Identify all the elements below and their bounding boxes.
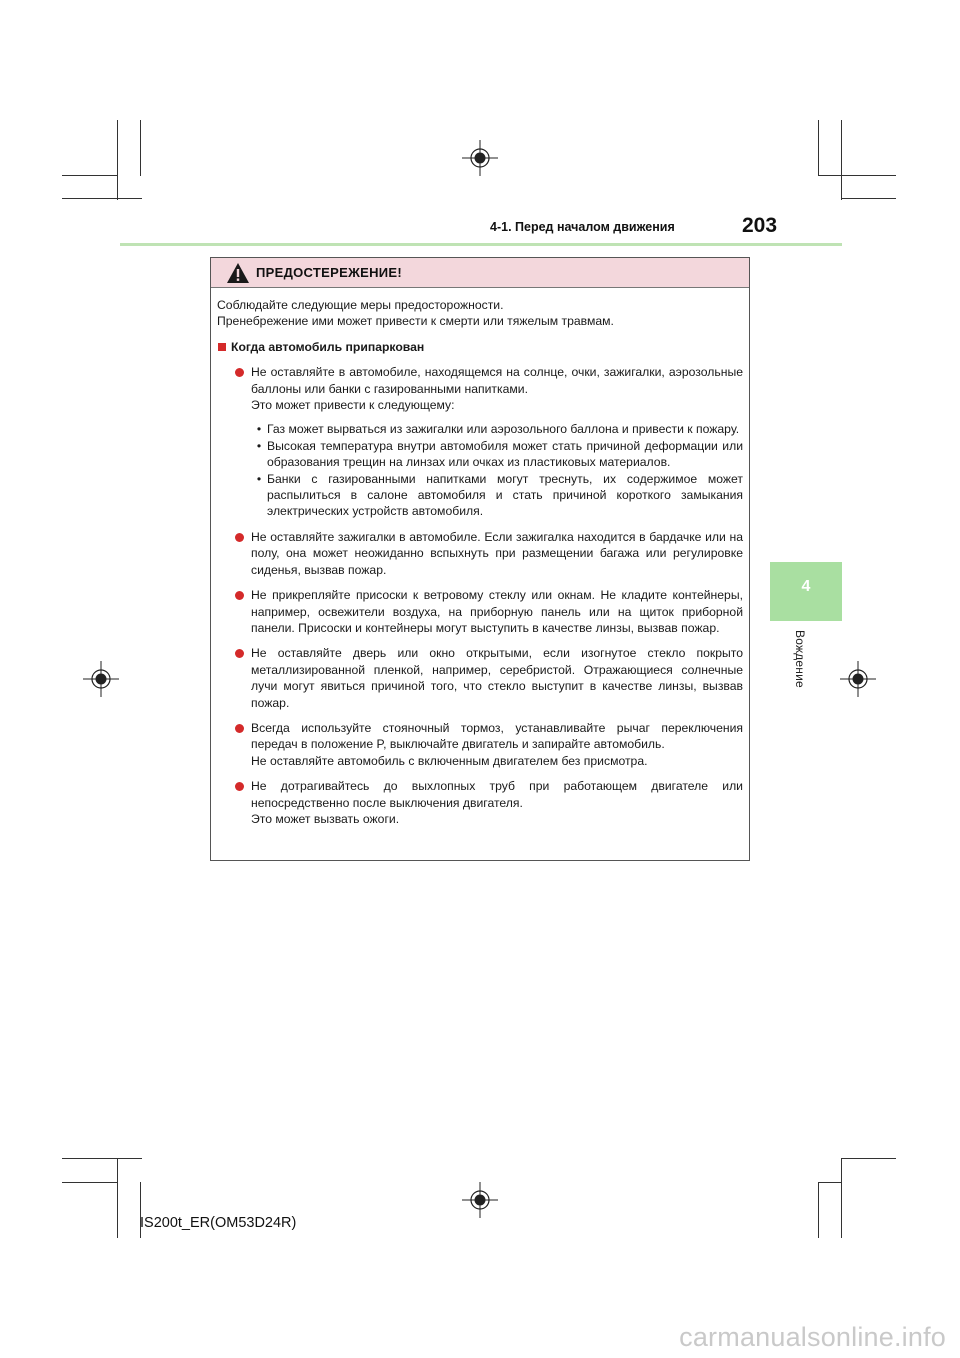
- item-note: Это может привести к следующему:: [251, 398, 455, 413]
- item-text: Всегда используйте стояночный тормоз, устанавливайте рычаг переключения передач в положение P, выключайте двигатель и запирайте автомобиль.: [251, 720, 743, 752]
- item-text: Не оставляйте дверь или окно открытыми, если изогнутое стекло покрыто металлизированной пленкой, например, серебристой. Отражающиеся солнечные лучи могут явиться причиной того, что стекло выступит в качестве линзы, вызвав пожар.: [251, 646, 743, 710]
- crop-mark: [841, 120, 842, 200]
- warning-intro: [217, 297, 743, 330]
- registration-mark-icon: [462, 1182, 498, 1218]
- item-note: Не оставляйте автомобиль с включенным двигателем без присмотра.: [251, 753, 648, 768]
- round-bullet-icon: [235, 724, 244, 733]
- crop-mark: [117, 120, 118, 200]
- crop-mark: [818, 175, 896, 176]
- crop-mark: [62, 198, 142, 199]
- document-code: IS200t_ER(OM53D24R): [140, 1215, 297, 1231]
- dot-bullet-icon: •: [256, 471, 262, 486]
- section-heading-text: Когда автомобиль припаркован: [231, 339, 425, 354]
- dot-bullet-icon: •: [256, 438, 262, 453]
- registration-mark-icon: [462, 140, 498, 176]
- warning-body: [211, 288, 749, 827]
- crop-mark: [62, 175, 118, 176]
- dot-bullet-icon: •: [256, 422, 262, 437]
- sub-item-text: Газ может вырваться из зажигалки или аэрозольного баллона и привести к пожару.: [267, 422, 740, 437]
- warning-box: [210, 257, 750, 861]
- crop-mark: [62, 1182, 118, 1183]
- round-bullet-icon: [235, 591, 244, 600]
- crop-mark: [62, 1158, 142, 1159]
- square-bullet-icon: [218, 343, 226, 351]
- item-note: Это может вызвать ожоги.: [251, 811, 400, 826]
- crop-mark: [140, 120, 141, 176]
- sub-item-text: Высокая температура внутри автомобиля может стать причиной деформации или образования трещин на линзах или очках из пластиковых материалов.: [267, 438, 743, 470]
- page-number: 203: [742, 214, 778, 237]
- watermark: carmanualsonline.info: [679, 1322, 946, 1352]
- item-text: Не оставляйте зажигалки в автомобиле. Если зажигалка находится в бардачке или на полу, она может неожиданно вспыхнуть при размещении багажа или регулировке сиденья, вызвав пожар.: [251, 529, 743, 577]
- warning-title: ПРЕДОСТЕРЕЖЕНИЕ!: [256, 265, 403, 280]
- header-rule: [120, 243, 842, 246]
- list-item: [235, 720, 743, 769]
- intro-line: Пренебрежение ими может привести к смерти или тяжелым травмам.: [217, 314, 614, 329]
- list-item: [235, 645, 743, 711]
- chapter-label: Вождение: [793, 630, 807, 688]
- crop-mark: [841, 1158, 842, 1238]
- sub-item-text: Банки с газированными напитками могут треснуть, их содержимое может распылиться в салоне автомобиля и стать причиной короткого замыкания электрических устройств автомобиля.: [267, 471, 743, 519]
- crop-mark: [841, 198, 896, 199]
- item-text: Не прикрепляйте присоски к ветровому стеклу или окнам. Не кладите контейнеры, например, освежители воздуха, на приборную панель или на щиток приборной панели. Присоски и контейнеры могут выступить в качестве линзы, вызвав пожар.: [251, 588, 743, 635]
- chapter-tab: [770, 562, 842, 621]
- round-bullet-icon: [235, 533, 244, 542]
- round-bullet-icon: [235, 782, 244, 791]
- crop-mark: [818, 1182, 819, 1238]
- item-text: Не оставляйте в автомобиле, находящемся на солнце, очки, зажигалки, аэрозольные баллоны или банки с газированными напитками.: [251, 365, 743, 396]
- round-bullet-icon: [235, 368, 244, 377]
- crop-mark: [841, 1158, 896, 1159]
- registration-mark-icon: [840, 661, 876, 697]
- warning-header: [211, 258, 749, 288]
- crop-mark: [818, 120, 819, 176]
- chapter-number: 4: [801, 578, 811, 595]
- list-item: [235, 778, 743, 827]
- sub-item: [251, 421, 743, 437]
- warning-triangle-icon: [226, 262, 250, 284]
- list-item: [235, 364, 743, 520]
- list-item: [235, 529, 743, 578]
- intro-line: Соблюдайте следующие меры предосторожности.: [217, 298, 504, 312]
- sub-item: [251, 438, 743, 471]
- item-text: Не дотрагивайтесь до выхлопных труб при работающем двигателе или непосредственно после выключения двигателя.: [251, 779, 743, 810]
- section-heading: [217, 339, 743, 355]
- registration-mark-icon: [83, 661, 119, 697]
- sub-item: [251, 471, 743, 520]
- crop-mark: [818, 1182, 842, 1183]
- round-bullet-icon: [235, 649, 244, 658]
- crop-mark: [117, 1158, 118, 1238]
- section-title: 4-1. Перед началом движения: [490, 220, 675, 234]
- list-item: [235, 587, 743, 636]
